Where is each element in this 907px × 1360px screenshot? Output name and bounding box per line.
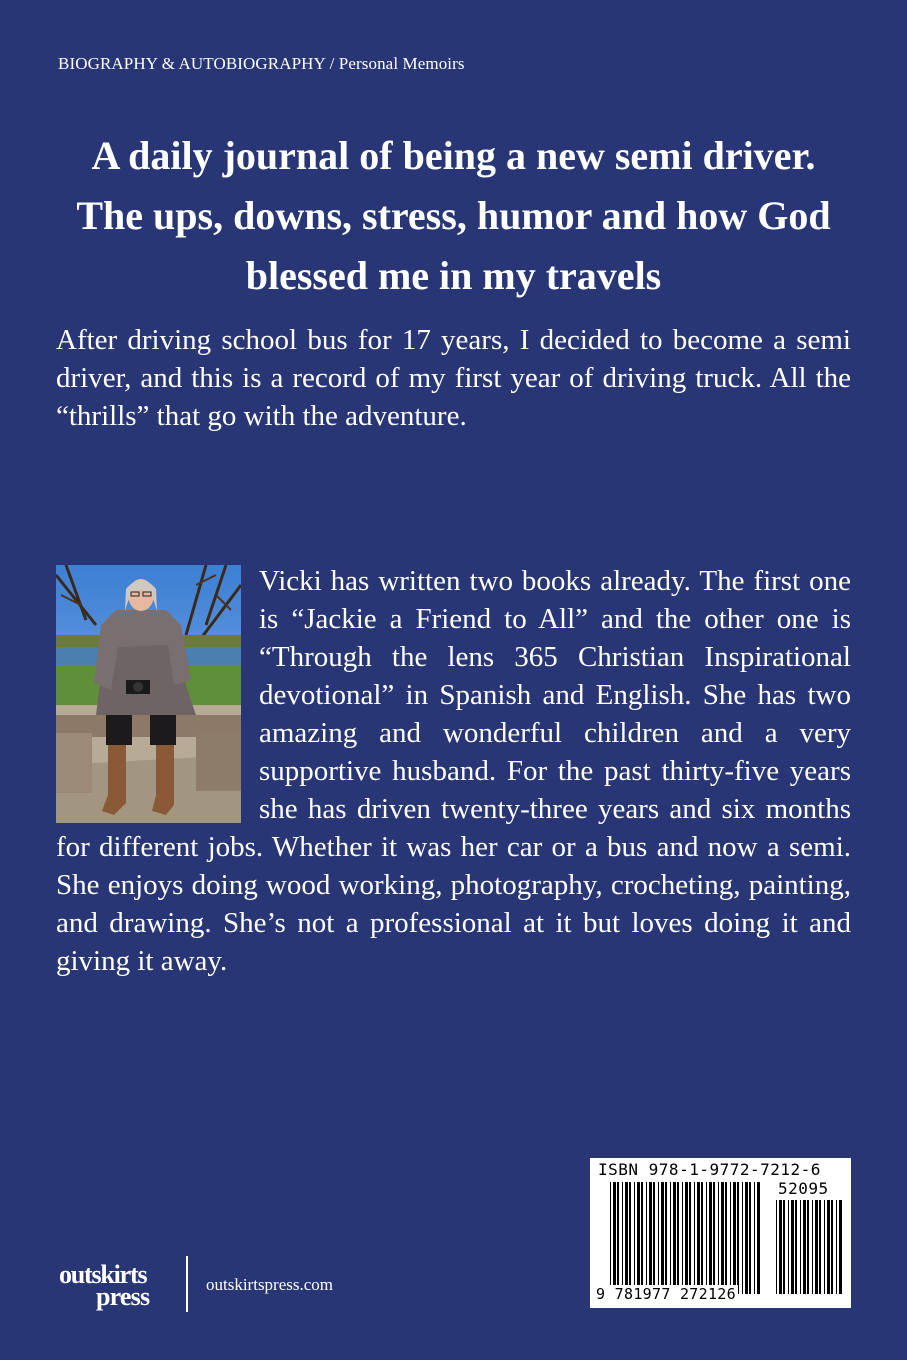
barcode-stripe <box>685 1182 688 1294</box>
barcode-stripe <box>745 1182 748 1294</box>
barcode-stripe <box>617 1182 619 1294</box>
barcode-stripe <box>721 1182 724 1294</box>
barcode-stripe <box>653 1182 655 1294</box>
barcode-stripe <box>779 1200 782 1294</box>
barcode-stripe <box>800 1200 801 1294</box>
barcode-stripe <box>706 1182 707 1294</box>
author-bio <box>56 562 851 980</box>
publisher-logo-top: outskirts <box>58 1260 147 1289</box>
barcode-stripe <box>776 1200 777 1294</box>
barcode-stripe <box>661 1182 664 1294</box>
barcode-stripe <box>733 1182 736 1294</box>
publisher-website: outskirtspress.com <box>206 1275 334 1294</box>
publisher-logo-bottom: press <box>96 1282 150 1311</box>
barcode-stripe <box>713 1182 715 1294</box>
price-barcode-bars <box>776 1200 842 1294</box>
barcode-stripe <box>682 1182 683 1294</box>
barcode-stripe <box>803 1200 806 1294</box>
barcode-stripe <box>815 1200 818 1294</box>
barcode-stripe <box>673 1182 676 1294</box>
barcode-stripe <box>613 1182 616 1294</box>
barcode-stripe <box>637 1182 640 1294</box>
barcode-stripe <box>697 1182 700 1294</box>
category-label: BIOGRAPHY & AUTOBIOGRAPHY / Personal Memoirs <box>58 54 465 73</box>
barcode-stripe <box>730 1182 731 1294</box>
logo-divider <box>186 1256 188 1312</box>
barcode-stripe <box>694 1182 695 1294</box>
barcode-stripe <box>819 1200 821 1294</box>
barcode-stripe <box>742 1182 743 1294</box>
barcode-stripe <box>749 1182 751 1294</box>
isbn-digits: 9 781977 272126 <box>596 1285 736 1303</box>
barcode-stripe <box>701 1182 703 1294</box>
barcode-stripe <box>757 1182 760 1294</box>
barcode-stripe <box>839 1200 842 1294</box>
barcode-stripe <box>646 1182 647 1294</box>
barcode-stripe <box>677 1182 679 1294</box>
barcode-stripe <box>754 1182 755 1294</box>
author-bio-text: Vicki has written two books already. The first one is “Jackie a Friend to All” and the other one is “Through the lens 365 Christian Inspirational devotional” in Spanish and English. She has two amazing and wonderful children and a very supportive husband. For the past thirty-five years she has driven twenty-three years and six months for different jobs. Whether it was her car or a bus and now a semi. She enjoys doing wood working, photography, crocheting, painting, and drawing. She’s not a professional at it but loves doing it and giving it away. <box>56 565 851 977</box>
barcode-bars <box>610 1182 760 1294</box>
barcode-stripe <box>831 1200 833 1294</box>
barcode-stripe <box>836 1200 837 1294</box>
barcode-stripe <box>625 1182 628 1294</box>
barcode-stripe <box>629 1182 631 1294</box>
headline: A daily journal of being a new semi driver. The ups, downs, stress, humor and how God blessed me in my travels <box>76 133 831 298</box>
barcode-stripe <box>795 1200 797 1294</box>
barcode-stripe <box>649 1182 652 1294</box>
photo-text-wrap <box>56 562 259 826</box>
isbn-barcode <box>590 1158 851 1308</box>
book-blurb: After driving school bus for 17 years, I decided to become a semi driver, and this is a record of my first year of driving truck. All the “thrills” that go with the adventure. <box>56 324 851 432</box>
barcode-stripe <box>791 1200 794 1294</box>
barcode-stripe <box>827 1200 830 1294</box>
barcode-stripe <box>737 1182 739 1294</box>
barcode-stripe <box>610 1182 611 1294</box>
barcode-stripe <box>641 1182 643 1294</box>
isbn-label: ISBN 978-1-9772-7212-6 <box>598 1160 821 1179</box>
barcode-stripe <box>807 1200 809 1294</box>
barcode-stripe <box>658 1182 659 1294</box>
barcode-stripe <box>725 1182 727 1294</box>
barcode-stripe <box>824 1200 825 1294</box>
barcode-stripe <box>783 1200 785 1294</box>
publisher-logo <box>56 1262 149 1310</box>
barcode-stripe <box>665 1182 667 1294</box>
barcode-stripe <box>812 1200 813 1294</box>
barcode-stripe <box>709 1182 712 1294</box>
barcode-stripe <box>718 1182 719 1294</box>
barcode-stripe <box>689 1182 691 1294</box>
barcode-stripe <box>788 1200 789 1294</box>
barcode-stripe <box>634 1182 635 1294</box>
price-code: 52095 <box>778 1179 829 1198</box>
barcode-stripe <box>670 1182 671 1294</box>
barcode-stripe <box>622 1182 623 1294</box>
